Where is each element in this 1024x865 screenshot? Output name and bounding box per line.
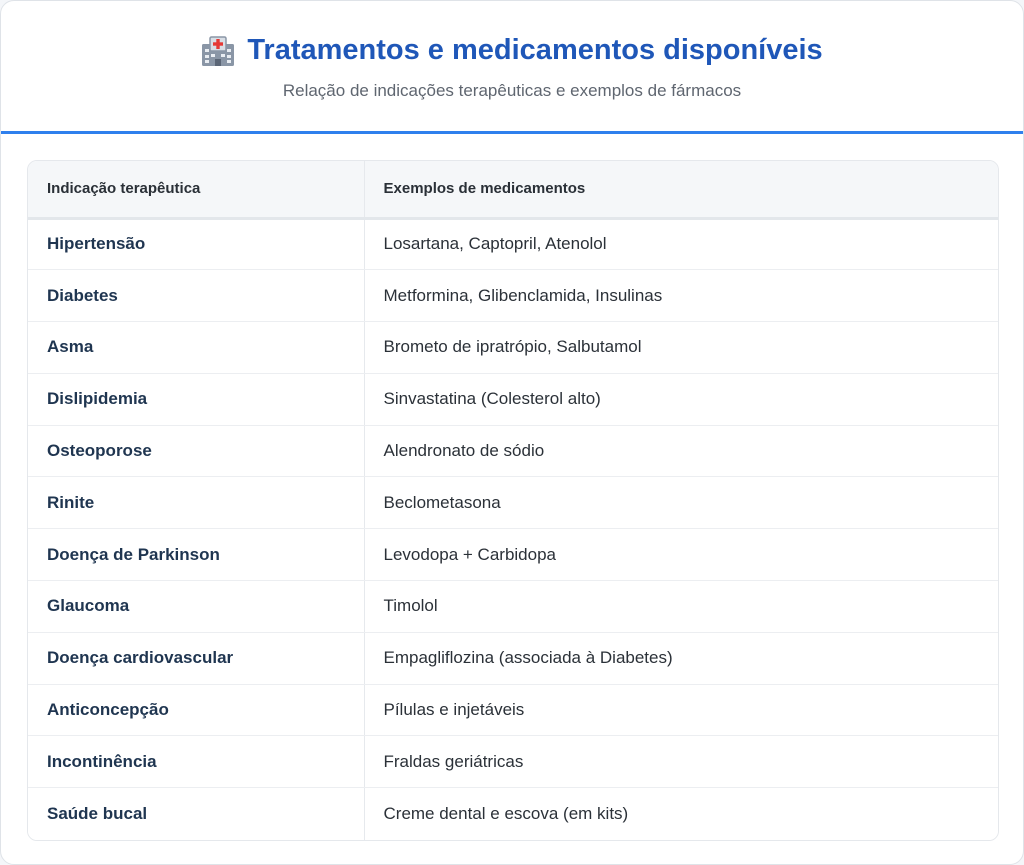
medications-cell: Brometo de ipratrópio, Salbutamol xyxy=(364,322,998,374)
indication-cell: Saúde bucal xyxy=(28,788,364,840)
indication-cell: Doença cardiovascular xyxy=(28,632,364,684)
medications-cell: Beclometasona xyxy=(364,477,998,529)
table-row xyxy=(28,425,998,477)
table-row xyxy=(28,736,998,788)
table-row xyxy=(28,270,998,322)
medications-cell: Creme dental e escova (em kits) xyxy=(364,788,998,840)
indication-cell: Incontinência xyxy=(28,736,364,788)
indication-cell: Diabetes xyxy=(28,270,364,322)
indication-cell: Dislipidemia xyxy=(28,373,364,425)
page-header xyxy=(1,1,1023,134)
medications-cell: Metformina, Glibenclamida, Insulinas xyxy=(364,270,998,322)
medications-cell: Pílulas e injetáveis xyxy=(364,684,998,736)
column-header-indication: Indicação terapêutica xyxy=(28,161,364,218)
column-header-medications: Exemplos de medicamentos xyxy=(364,161,998,218)
medications-cell: Empagliflozina (associada à Diabetes) xyxy=(364,632,998,684)
treatments-table-container xyxy=(27,160,999,841)
medications-cell: Losartana, Captopril, Atenolol xyxy=(364,218,998,270)
title-row xyxy=(1,34,1023,67)
treatments-table xyxy=(28,161,998,840)
indication-cell: Doença de Parkinson xyxy=(28,529,364,581)
medications-cell: Levodopa + Carbidopa xyxy=(364,529,998,581)
table-row xyxy=(28,218,998,270)
table-row xyxy=(28,322,998,374)
page-title: Tratamentos e medicamentos disponíveis xyxy=(247,34,823,66)
medications-cell: Timolol xyxy=(364,581,998,633)
medications-cell: Alendronato de sódio xyxy=(364,425,998,477)
table-row xyxy=(28,373,998,425)
table-row xyxy=(28,477,998,529)
page-subtitle: Relação de indicações terapêuticas e exemplos de fármacos xyxy=(282,81,742,100)
medications-cell: Fraldas geriátricas xyxy=(364,736,998,788)
table-row xyxy=(28,529,998,581)
table-row xyxy=(28,632,998,684)
table-row xyxy=(28,684,998,736)
indication-cell: Rinite xyxy=(28,477,364,529)
indication-cell: Osteoporose xyxy=(28,425,364,477)
indication-cell: Hipertensão xyxy=(28,218,364,270)
medications-cell: Sinvastatina (Colesterol alto) xyxy=(364,373,998,425)
table-row xyxy=(28,581,998,633)
indication-cell: Asma xyxy=(28,322,364,374)
table-row xyxy=(28,788,998,840)
hospital-icon xyxy=(201,35,235,67)
table-header-row xyxy=(28,161,998,218)
indication-cell: Glaucoma xyxy=(28,581,364,633)
indication-cell: Anticoncepção xyxy=(28,684,364,736)
